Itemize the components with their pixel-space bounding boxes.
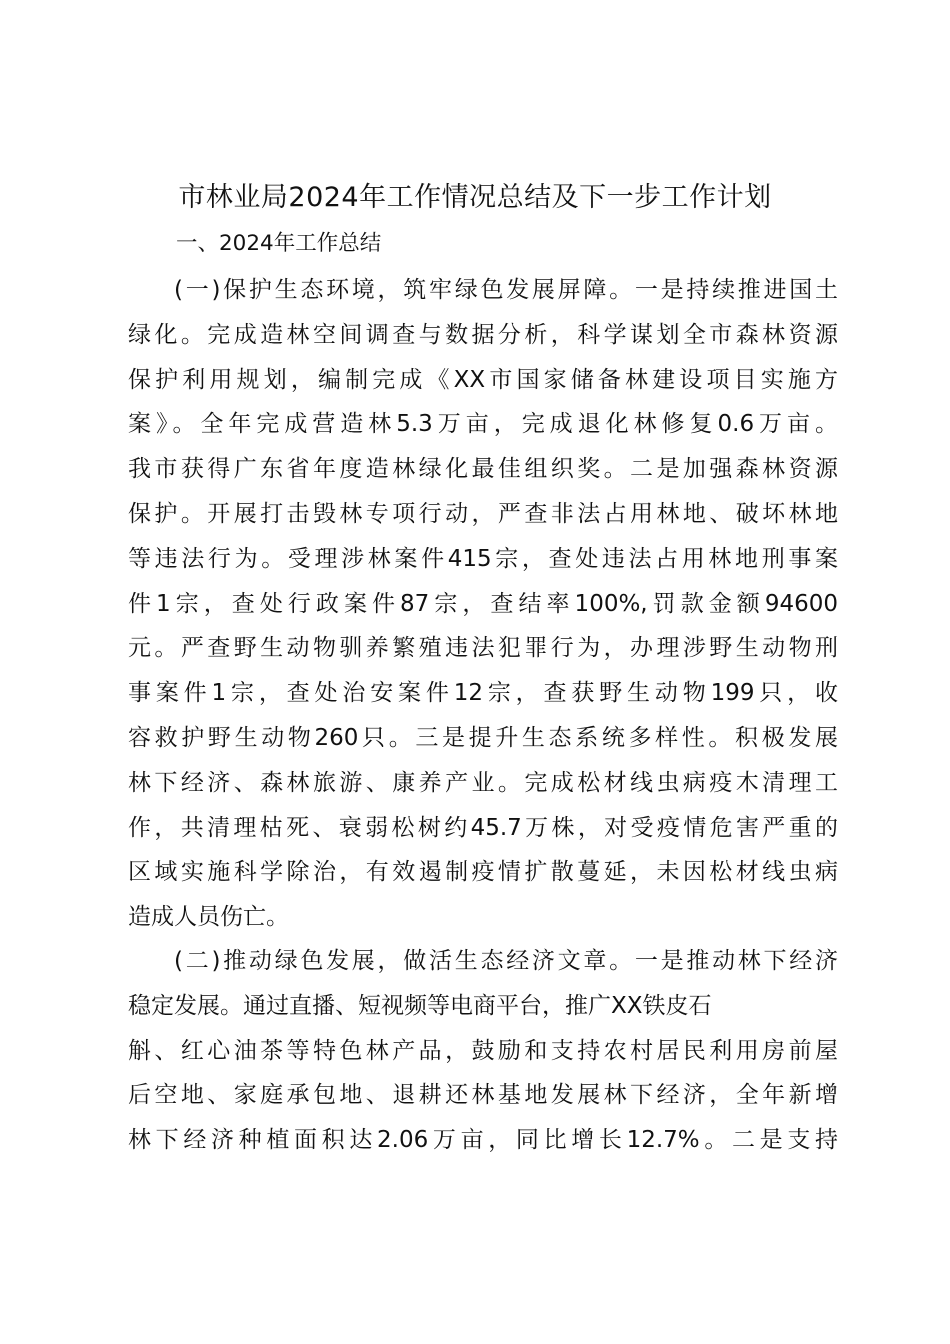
paragraph-line: 容救护野生动物260只。三是提升生态系统多样性。积极发展	[128, 724, 838, 751]
paragraph-line: (一)保护生态环境，筑牢绿色发展屏障。一是持续推进国土	[174, 277, 838, 303]
paragraph-line: 绿化。完成造林空间调查与数据分析，科学谋划全市森林资源	[128, 321, 838, 348]
paragraph-line: 林下经济种植面积达2.06万亩，同比增长12.7%。二是支持	[128, 1127, 838, 1154]
paragraph-line: 件1宗，查处行政案件87宗，查结率100%,罚款金额94600	[128, 590, 838, 617]
paragraph-line: 造成人员伤亡。	[128, 904, 289, 931]
paragraph-line: 林下经济、森林旅游、康养产业。完成松材线虫病疫木清理工	[128, 769, 838, 796]
section-heading: 一、2024年工作总结	[176, 231, 382, 256]
paragraph-line: 保护。开展打击毁林专项行动，严查非法占用林地、破坏林地	[128, 500, 838, 527]
paragraph-line: 斛、红心油茶等特色林产品，鼓励和支持农村居民利用房前屋	[128, 1037, 838, 1064]
paragraph-line: 我市获得广东省年度造林绿化最佳组织奖。二是加强森林资源	[128, 456, 838, 483]
paragraph-line: 等违法行为。受理涉林案件415宗，查处违法占用林地刑事案	[128, 545, 838, 572]
paragraph-line: 稳定发展。通过直播、短视频等电商平台，推广XX铁皮石	[128, 992, 712, 1019]
paragraph-line: 事案件1宗，查处治安案件12宗，查获野生动物199只，收	[128, 680, 838, 707]
paragraph-line: 元。严查野生动物驯养繁殖违法犯罪行为，办理涉野生动物刑	[128, 635, 838, 662]
paragraph-protect-ecology	[128, 268, 838, 940]
paragraph-line: 保护利用规划，编制完成《XX市国家储备林建设项目实施方	[128, 366, 838, 393]
paragraph-line: 案》。全年完成营造林5.3万亩，完成退化林修复0.6万亩。	[128, 411, 838, 438]
paragraph-line: 后空地、家庭承包地、退耕还林基地发展林下经济，全年新增	[128, 1082, 838, 1109]
paragraph-line: (二)推动绿色发展，做活生态经济文章。一是推动林下经济	[174, 948, 838, 974]
paragraph-green-development	[128, 939, 838, 1163]
paragraph-line: 作，共清理枯死、衰弱松树约45.7万株，对受疫情危害严重的	[128, 814, 838, 841]
paragraph-line: 区域实施科学除治，有效遏制疫情扩散蔓延，未因松材线虫病	[128, 859, 838, 886]
document-title: 市林业局2024年工作情况总结及下一步工作计划	[178, 182, 772, 213]
